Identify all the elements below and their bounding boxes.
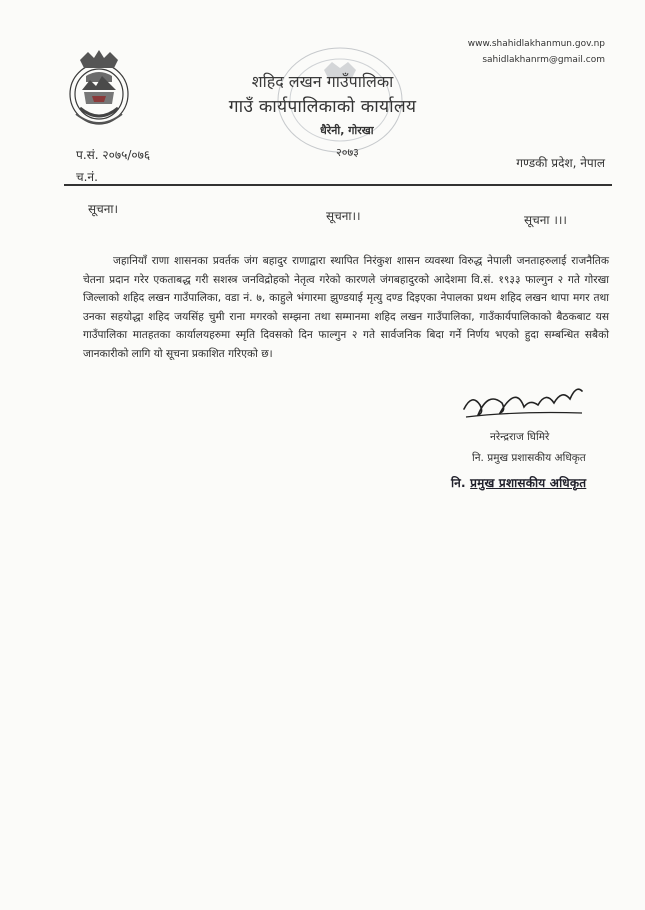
office-name: गाउँ कार्यपालिकाको कार्यालय (228, 97, 417, 117)
notice-body: जहानियाँ राणा शासनका प्रवर्तक जंग बहादुर राणाद्वारा स्थापित निरंकुश शासन व्यवस्था विरुद्ध नेपाली जनताहरुलाई राजनैतिक चेतना प्रदान गरेर एकताबद्ध गरी सशस्त्र जनविद्रोहको नेतृत्व गरेको कारणले जंगबहादुरको आदेशमा वि.सं. १९३३ फाल्गुन २ गते गोरखा जिल्लाको शहिद लखन गाउँपालिका, वडा नं. ७, काहुले भंगारमा झुण्डयाई मृत्यु दण्ड दिइएका नेपालका प्रथम शहिद लखन थापा मगर तथा उनका सहयोद्धा शहिद जयसिंह चुमी राना मगरको सम्झना तथा सम्मानमा शहिद लखन गाउँपालिका, गाउँकार्यपालिकाको बैठकबाट यस गाउँपालिका मातहतका कार्यालयहरुमा स्मृति दिवसको दिन फाल्गुन २ गते सार्वजनिक बिदा गर्ने निर्णय भएको हुदा सम्बन्धित सबैको जानकारीको लागि यो सूचना प्रकाशित गरिएको छ। (83, 255, 609, 360)
header-divider (64, 184, 612, 186)
municipality-name: शहिद लखन गाउँपालिका (251, 72, 394, 91)
designation-stamp (451, 474, 586, 491)
province-address: गण्डकी प्रदेश, नेपाल (516, 156, 605, 170)
website-link[interactable]: www.shahidlakhanmun.gov.np (467, 39, 605, 49)
signatory-title: नि. प्रमुख प्रशासकीय अधिकृत (472, 452, 586, 464)
notice-heading-2: सूचना।। (326, 209, 361, 223)
notice-heading-1: सूचना। (88, 202, 119, 216)
patra-sankhya: प.सं. २०७५/०७६ (76, 148, 151, 162)
signatory-name: नरेन्द्रराज घिमिरे (490, 431, 550, 443)
stamp-text: प्रमुख प्रशासकीय अधिकृत (470, 476, 587, 490)
email-link[interactable]: sahidlakhanrm@gmail.com (482, 55, 605, 65)
office-location: धैरेनी, गोरखा (320, 124, 374, 137)
chalani-number: च.नं. (76, 170, 98, 184)
contact-block (468, 36, 605, 68)
handwritten-signature-icon (458, 381, 588, 423)
reference-block (76, 144, 150, 188)
notice-heading-3: सूचना ।।। (524, 213, 567, 227)
establishment-year: २०७३ (336, 146, 359, 159)
stamp-prefix: नि. (451, 476, 466, 490)
